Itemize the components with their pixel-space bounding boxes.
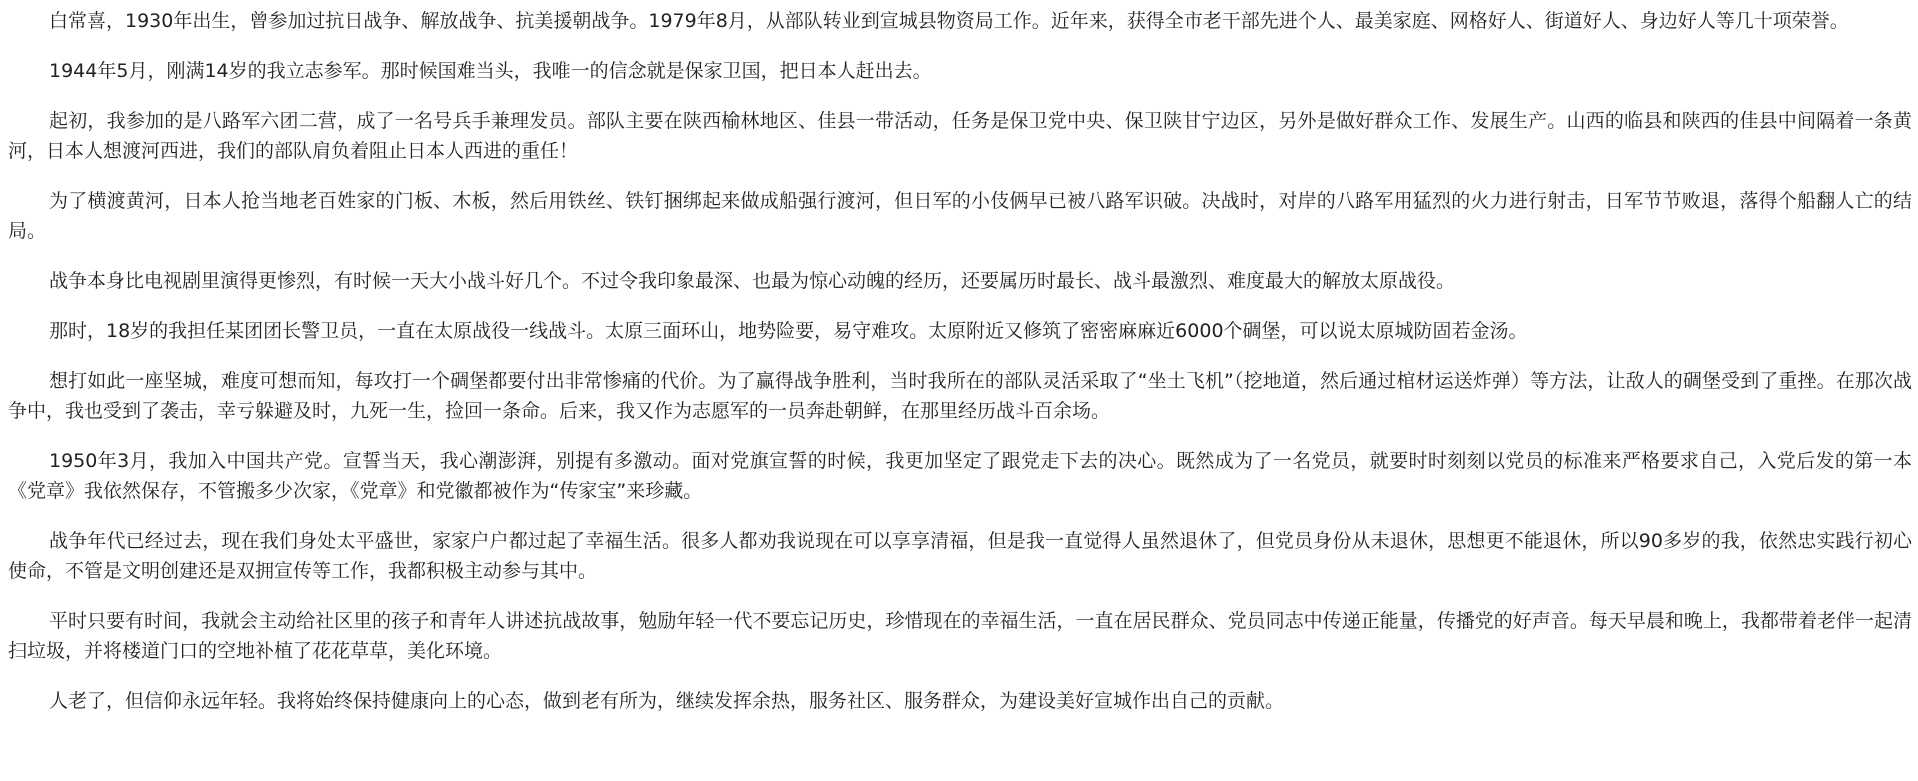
paragraph-taiyuan: 那时，18岁的我担任某团团长警卫员，一直在太原战役一线战斗。太原三面环山，地势险要，易守难攻。太原附近又修筑了密密麻麻近6000个碉堡，可以说太原城防固若金汤。: [49, 320, 1528, 342]
paragraph-party-membership: 1950年3月，我加入中国共产党。宣誓当天，我心潮澎湃，别提有多激动。面对党旗宣誓的时候，我更加坚定了跟党走下去的决心。既然成为了一名党员，就要时时刻刻以党员的标准来严格要求自己，入党后发的第一本《党章》我依然保存，不管搬多少次家，《党章》和党徽都被作为“传家宝”来珍藏。: [8, 450, 1912, 502]
paragraph-peacetime: 战争年代已经过去，现在我们身处太平盛世，家家户户都过起了幸福生活。很多人都劝我说现在可以享享清福，但是我一直觉得人虽然退休了，但党员身份从未退休，思想更不能退休，所以90多岁的我，依然忠实践行初心使命，不管是文明创建还是双拥宣传等工作，我都积极主动参与其中。: [8, 530, 1912, 582]
paragraph-eighth-route-army: 起初，我参加的是八路军六团二营，成了一名号兵手兼理发员。部队主要在陕西榆林地区、佳县一带活动，任务是保卫党中央、保卫陕甘宁边区，另外是做好群众工作、发展生产。山西的临县和陕西的佳县中间隔着一条黄河，日本人想渡河西进，我们的部队肩负着阻止日本人西进的重任！: [8, 110, 1912, 162]
paragraph-community: 平时只要有时间，我就会主动给社区里的孩子和青年人讲述抗战故事，勉励年轻一代不要忘记历史，珍惜现在的幸福生活，一直在居民群众、党员同志中传递正能量，传播党的好声音。每天早晨和晚上，我都带着老伴一起清扫垃圾，并将楼道门口的空地补植了花花草草，美化环境。: [8, 610, 1912, 662]
paragraph-war-memory: 战争本身比电视剧里演得更惨烈，有时候一天大小战斗好几个。不过令我印象最深、也最为惊心动魄的经历，还要属历时最长、战斗最激烈、难度最大的解放太原战役。: [49, 270, 1456, 292]
paragraph-yellow-river: 为了横渡黄河，日本人抢当地老百姓家的门板、木板，然后用铁丝、铁钉捆绑起来做成船强行渡河，但日军的小伎俩早已被八路军识破。决战时，对岸的八路军用猛烈的火力进行射击，日军节节败退，落得个船翻人亡的结局。: [8, 190, 1912, 242]
paragraph-siege: 想打如此一座坚城，难度可想而知，每攻打一个碉堡都要付出非常惨痛的代价。为了赢得战争胜利，当时我所在的部队灵活采取了“坐土飞机”（挖地道，然后通过棺材运送炸弹）等方法，让敌人的碉堡受到了重挫。在那次战争中，我也受到了袭击，幸亏躲避及时，九死一生，捡回一条命。后来，我又作为志愿军的一员奔赴朝鲜，在那里经历战斗百余场。: [8, 370, 1912, 422]
paragraph-intro: 白常喜，1930年出生，曾参加过抗日战争、解放战争、抗美援朝战争。1979年8月，从部队转业到宣城县物资局工作。近年来，获得全市老干部先进个人、最美家庭、网格好人、街道好人、身边好人等几十项荣誉。: [49, 10, 1849, 32]
paragraph-closing: 人老了，但信仰永远年轻。我将始终保持健康向上的心态，做到老有所为，继续发挥余热，服务社区、服务群众，为建设美好宣城作出自己的贡献。: [49, 690, 1285, 712]
paragraph-enlistment: 1944年5月，刚满14岁的我立志参军。那时候国难当头，我唯一的信念就是保家卫国，把日本人赶出去。: [49, 60, 932, 82]
